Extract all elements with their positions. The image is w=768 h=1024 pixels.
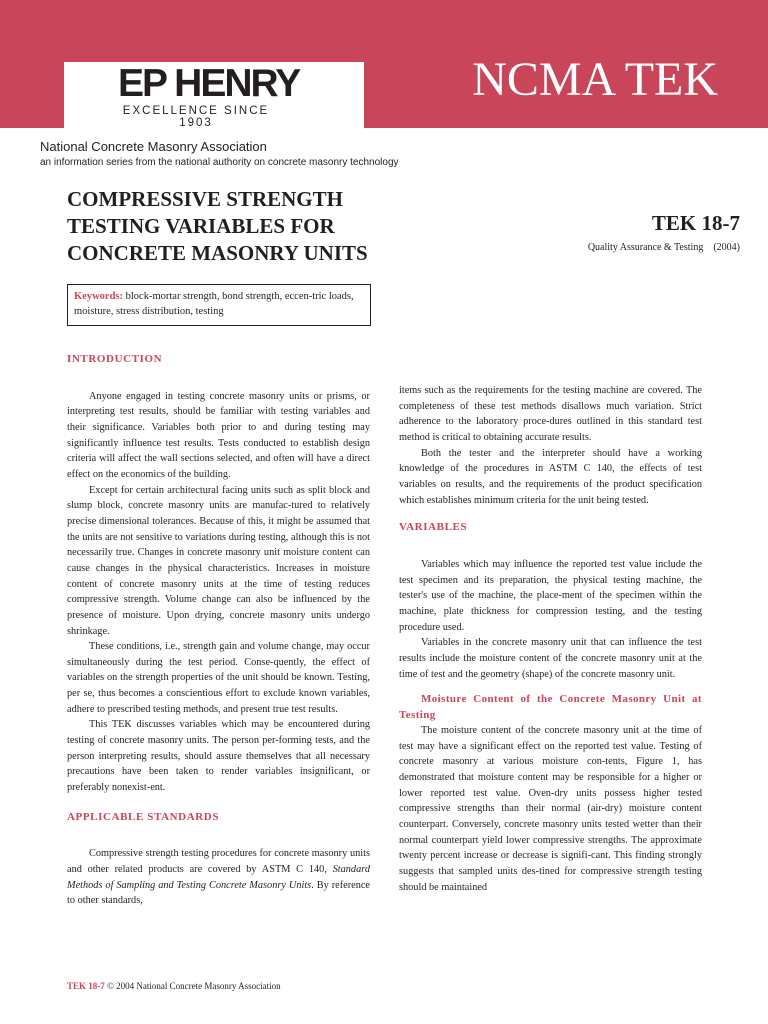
standards-paragraph-2: Both the tester and the interpreter should have a working knowledge of the procedures in ASTM C 140, the effects of test variables on results, and the requirements of the product specification which establishes minimum criteria for the unit being tested. (399, 447, 702, 506)
left-column (67, 352, 370, 909)
document-title (67, 186, 427, 267)
moisture-paragraph-1: The moisture content of the concrete masonry unit at the time of test may have a significant effect on the reported test value. Testing of concrete masonry at various moisture con-tents, Figure 1, has demonstrated that moisture content may be responsible for a higher or lower reported test value. Oven-dry units possess higher tested compressive strengths than their normal (air-dry) moisture content counterpart. Conversely, concrete masonry units tested wetter than their normal counterpart yield lower compressive strengths. The approximate twenty percent increase or decrease is signifi-cant. This finding strongly suggests that sampled units des-tined for compressive strength testing should be maintained (399, 725, 702, 893)
keywords-label: Keywords: (74, 291, 123, 302)
page-footer (67, 981, 281, 991)
variables-paragraph-2: Variables in the concrete masonry unit that can influence the test results include the moisture content of the concrete masonry unit at the time of test and the geometry (shape) of the concrete masonry unit. (399, 637, 702, 680)
intro-paragraph-3: These conditions, i.e., strength gain and volume change, may occur simultaneously during the test period. Conse-quently, the effect of variables on the strength properties of the unit should be known. Testing, per se, thus becomes a conscientious effort to exclude known variables, adhere to prescribed testing methods, and present true test results. (67, 641, 370, 715)
title-line-1: COMPRESSIVE STRENGTH (67, 187, 343, 211)
keywords-box (67, 284, 371, 326)
logo-tagline: EXCELLENCE SINCE 1903 (122, 105, 270, 129)
variables-heading: VARIABLES (399, 521, 468, 534)
standards-reference-title: Standard Methods of Sampling and Testing Concrete Masonry Units (67, 864, 370, 891)
variables-paragraph-1: Variables which may influence the reported test value include the test specimen and its preparation, the physical testing machine, the tester's use of the machine, the place-ment of the specimen within the machine, plate thickness for compression testing, and the testing procedure used. (399, 558, 702, 633)
moisture-content-heading: Moisture Content of the Concrete Masonry Unit at Testing (399, 693, 702, 721)
right-column (399, 383, 702, 895)
title-line-3: CONCRETE MASONRY UNITS (67, 241, 368, 265)
series-title: NCMA TEK (472, 53, 718, 106)
title-line-2: TESTING VARIABLES FOR (67, 214, 335, 238)
standards-paragraph-1-continued: items such as the requirements for the testing machine are covered. The completeness of these test methods disallows much variation. Strict adherence to the laboratory proce-dures outlined in this standard test method is critical to obtaining accurate results. (399, 385, 702, 443)
intro-paragraph-1: Anyone engaged in testing concrete masonry units or prisms, or interpreting test results, should be familiar with testing variables and their significance. Variables both prior to and during testing may significantly influence test results. Tests conducted to establish design criteria will affect the wall sections selected, and often will have a direct effect on the economics of the building. (67, 390, 370, 480)
tek-category (588, 242, 740, 253)
ep-henry-logo: EP HENRY (118, 62, 300, 105)
tek-number: TEK 18-7 (651, 211, 740, 235)
footer-tek-id: TEK 18-7 (67, 981, 105, 991)
intro-paragraph-4: This TEK discusses variables which may be encountered during testing of concrete masonry units. The person per-forming tests, and the person interpreting results, should assure themselves that all necessary precautions have been taken to render variables insignificant, or preferably nonexist-ent. (67, 719, 370, 794)
organization-name: National Concrete Masonry Association (40, 139, 267, 154)
footer-copyright: © 2004 National Concrete Masonry Association (107, 981, 281, 991)
standards-text-b: . By reference to other standards, (67, 879, 370, 907)
keywords-text: block-mortar strength, bond strength, eccen-tric loads, moisture, stress distribution, testing (74, 291, 354, 317)
intro-paragraph-2: Except for certain architectural facing units such as split block and slump block, concrete masonry units are manufac-tured to relatively precise dimensional tolerances. Because of this, it might be assumed that the units are not sensitive to variations during testing, although this is not necessarily true. Changes in concrete masonry unit moisture content can cause changes in the physical characteristics. Increases in moisture content of concrete masonry units at the time of testing reduces compressive strength. Volume change can also be influenced by the presence of moisture. Upon drying, concrete masonry units undergo shrinkage. (67, 484, 370, 637)
introduction-heading: INTRODUCTION (67, 353, 163, 365)
applicable-standards-heading: APPLICABLE STANDARDS (67, 810, 220, 823)
publication-year: (2004) (713, 242, 740, 253)
standards-paragraph-1 (67, 846, 370, 909)
standards-text-a: Compressive strength testing procedures for concrete masonry units and other related products are covered by ASTM C 140, (67, 848, 370, 876)
organization-subtitle: an information series from the national authority on concrete masonry technology (40, 157, 399, 168)
category-label: Quality Assurance & Testing (587, 242, 704, 253)
